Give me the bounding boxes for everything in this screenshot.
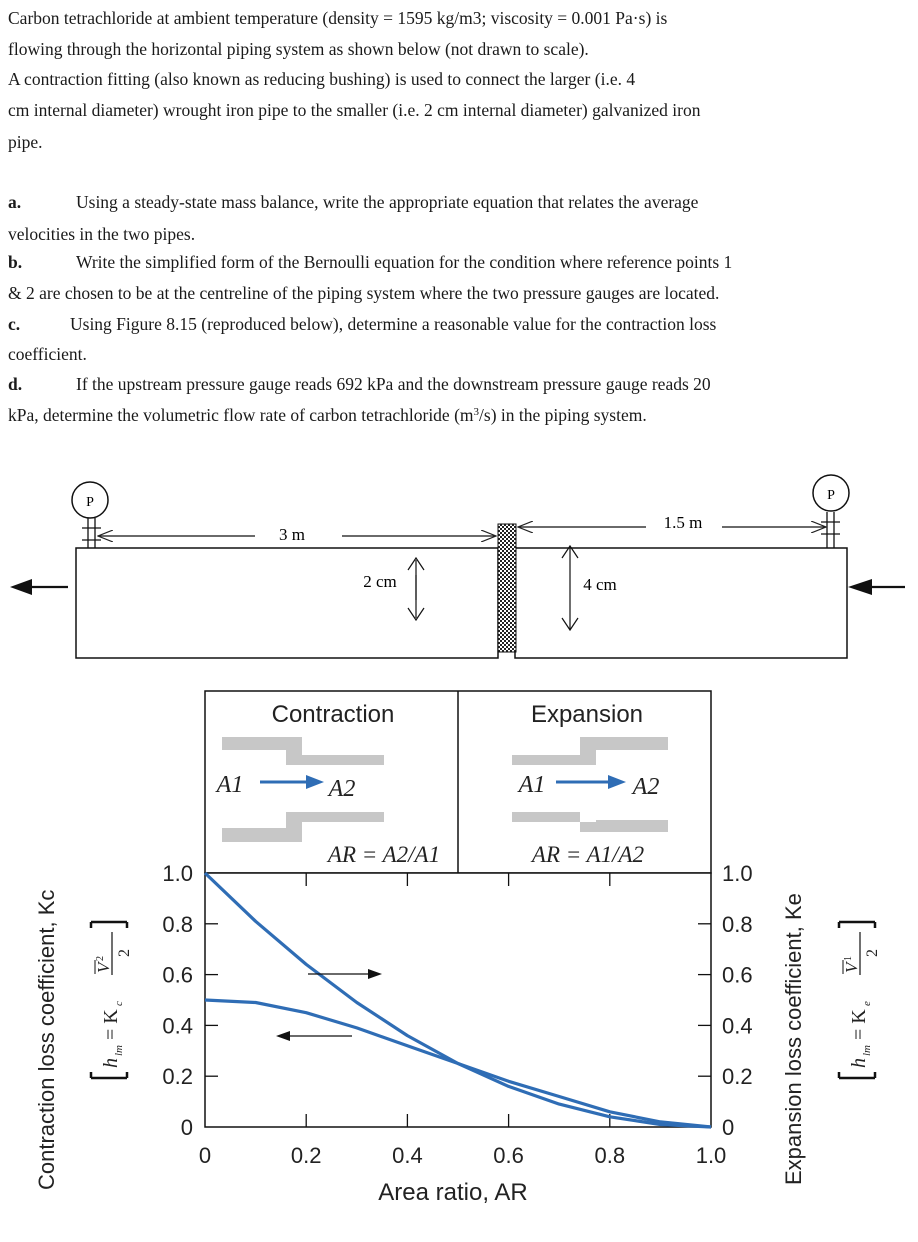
- x-tick-label: 0.6: [493, 1143, 524, 1168]
- question-a: [8, 192, 698, 213]
- expansion-ratio: AR = A1/A2: [531, 842, 645, 867]
- y-tick-label-right: 0.2: [722, 1064, 753, 1090]
- diameter-small-label: 2 cm: [363, 572, 397, 591]
- expansion-a2: A2: [632, 774, 660, 800]
- question-b: [8, 252, 732, 273]
- intro-line-3: A contraction fitting (also known as reducing bushing) is used to connect the larger (i.e. 4: [8, 69, 636, 89]
- diameter-large-label: 4 cm: [583, 575, 617, 594]
- x-axis-title: Area ratio, AR: [378, 1179, 528, 1206]
- y-tick-label-right: 0: [722, 1115, 735, 1140]
- question-d-text-2b: /s) in the piping system.: [479, 405, 647, 425]
- dimension-1-5m: [518, 513, 826, 532]
- large-pipe: [515, 548, 847, 658]
- left-axis-label: Contraction loss coefficient, Kc: [34, 889, 59, 1190]
- right-axis-title: [781, 893, 881, 1185]
- upstream-pressure-gauge: [72, 482, 108, 548]
- svg-text:A1: [517, 772, 546, 798]
- svg-text:2: 2: [116, 949, 133, 957]
- question-b-label: b.: [8, 252, 23, 272]
- contraction-title: Contraction: [271, 701, 395, 728]
- dimension-3m: [98, 525, 496, 544]
- intro-line-1: Carbon tetrachloride at ambient temperature (density = 1595 kg/m3; viscosity = 0.001 Pa·s) is: [8, 8, 668, 28]
- svg-text:2: 2: [864, 949, 881, 957]
- question-a-label: a.: [8, 192, 22, 212]
- piping-diagram: [0, 470, 918, 670]
- svg-text:A2: [327, 776, 356, 802]
- inlet-flow-arrow: [848, 579, 905, 595]
- length-small-label: 3 m: [279, 525, 305, 544]
- question-d-label: d.: [8, 374, 23, 394]
- question-c-label: c.: [8, 314, 21, 334]
- y-tick-label-left: 0.4: [162, 1013, 193, 1039]
- y-tick-label-left: 1.0: [162, 861, 193, 886]
- svg-text:A1: [215, 772, 244, 798]
- question-c-text-1: Using Figure 8.15 (reproduced below), determine a reasonable value for the contraction loss: [70, 314, 717, 334]
- svg-text:c: c: [113, 1001, 125, 1006]
- x-tick-label: 0.4: [392, 1143, 423, 1168]
- question-a-text-2: velocities in the two pipes.: [8, 224, 196, 244]
- svg-text:A2: [631, 774, 660, 800]
- gauge-label-right: P: [827, 488, 835, 503]
- expansion-a1: A1: [518, 772, 546, 798]
- svg-text:2: 2: [95, 956, 106, 961]
- y-tick-label-left: 0: [180, 1115, 193, 1140]
- question-c-text-2: coefficient.: [8, 344, 87, 364]
- gauge-label-left: P: [86, 495, 94, 510]
- intro-line-4: cm internal diameter) wrought iron pipe to the smaller (i.e. 2 cm internal diameter) galvanized iron: [8, 100, 701, 120]
- outlet-flow-arrow: [10, 579, 68, 595]
- question-d-sup: 3: [473, 406, 480, 418]
- downstream-pressure-gauge: [813, 475, 849, 548]
- length-large-label: 1.5 m: [663, 513, 703, 532]
- x-tick-label: 0: [198, 1143, 212, 1168]
- left-formula-icon: [91, 922, 133, 1078]
- y-tick-label-left: 0.6: [162, 962, 193, 988]
- svg-text:lm: lm: [113, 1045, 125, 1056]
- question-b-text-1: Write the simplified form of the Bernoulli equation for the condition where reference points 1: [76, 252, 733, 272]
- small-pipe: [76, 548, 498, 658]
- x-tick-label: 0.2: [290, 1143, 322, 1168]
- y-tick-label-left: 0.2: [162, 1064, 193, 1090]
- svg-text:= K: = K: [848, 1009, 870, 1040]
- y-tick-label-right: 0.6: [722, 962, 753, 988]
- left-axis-title: [34, 890, 133, 1190]
- plot-frame: [205, 873, 711, 1127]
- contraction-ratio: AR = A2/A1: [327, 842, 441, 867]
- question-a-text-1: Using a steady-state mass balance, write the appropriate equation that relates the average: [76, 192, 699, 212]
- svg-text:e: e: [861, 1001, 873, 1006]
- svg-text:1: 1: [843, 956, 854, 961]
- contraction-fitting: [498, 524, 516, 652]
- y-tick-label-left: 0.8: [162, 911, 193, 937]
- svg-text:V: V: [842, 962, 861, 973]
- loss-coefficient-chart: [0, 680, 918, 1230]
- svg-text:V: V: [94, 962, 113, 973]
- right-axis-label: Expansion loss coefficient, Ke: [781, 893, 806, 1185]
- expansion-title: Expansion: [530, 701, 644, 728]
- svg-text:h: h: [848, 1058, 870, 1068]
- right-formula-icon: [839, 922, 881, 1078]
- question-d-text-2: [8, 405, 647, 426]
- intro-line-5: pipe.: [8, 132, 43, 152]
- x-tick-label: 1.0: [695, 1143, 727, 1168]
- svg-text:h: h: [100, 1058, 122, 1068]
- svg-text:= K: = K: [100, 1009, 122, 1040]
- intro-line-2: flowing through the horizontal piping system as shown below (not drawn to scale).: [8, 39, 589, 59]
- question-d-text-1: If the upstream pressure gauge reads 692 kPa and the downstream pressure gauge reads 20: [76, 374, 711, 394]
- question-d-text-2a: kPa, determine the volumetric flow rate of carbon tetrachloride (m: [8, 405, 474, 425]
- question-d: [8, 374, 711, 395]
- svg-text:lm: lm: [861, 1045, 873, 1056]
- question-b-text-2: & 2 are chosen to be at the centreline of the piping system where the two pressure gauges are located.: [8, 283, 720, 303]
- contraction-a1: A1: [216, 772, 244, 798]
- y-tick-label-right: 0.8: [722, 911, 753, 937]
- y-tick-label-right: 1.0: [722, 861, 753, 886]
- x-tick-label: 0.8: [594, 1143, 626, 1168]
- contraction-a2: A2: [328, 776, 356, 802]
- question-c: [8, 314, 716, 335]
- y-tick-label-right: 0.4: [722, 1013, 753, 1039]
